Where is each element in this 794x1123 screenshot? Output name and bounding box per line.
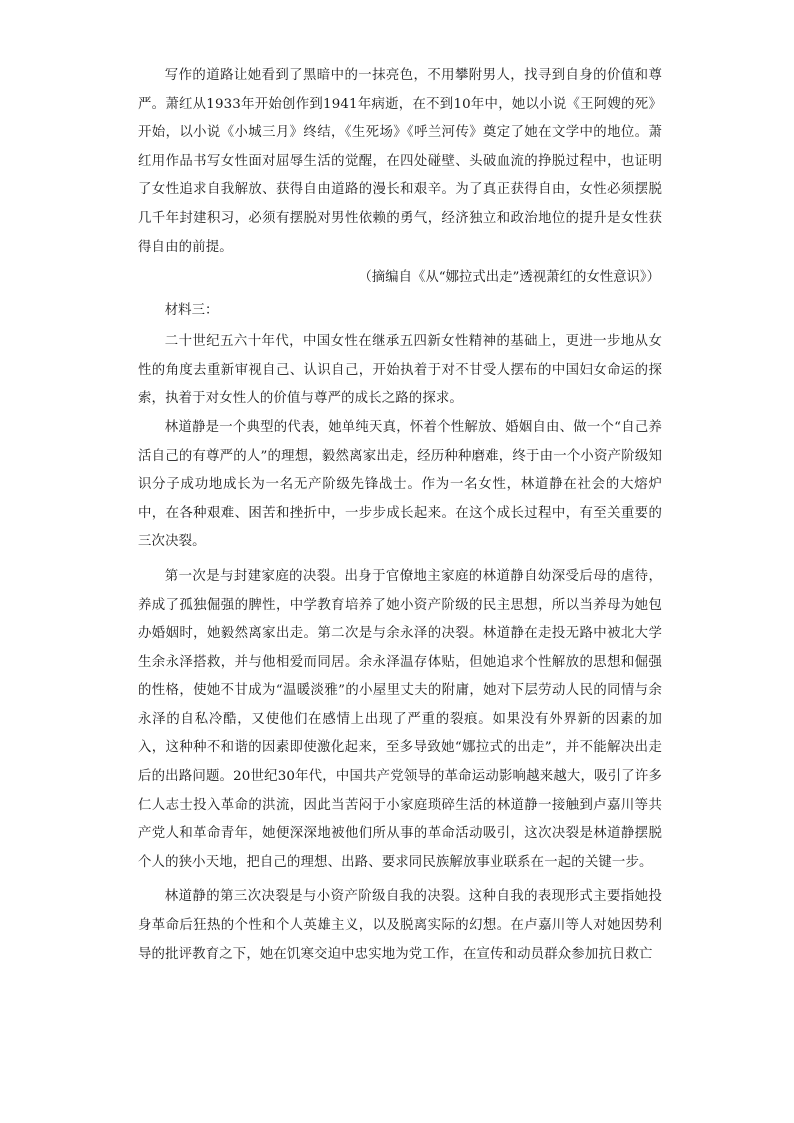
paragraph-third-break: 林道静的第三次决裂是与小资产阶级自我的决裂。这种自我的表现形式主要指她投身革命后狂热的个性和个人英雄主义，以及脱离实际的幻想。在卢嘉川等人对她因势利导的批评教育之下，她在饥寒交迫中忠实地为党工作，在宣传和动员群众参加抗日救亡 bbox=[138, 889, 662, 962]
paragraph-lin-daojing-intro: 林道静是一个典型的代表，她单纯天真，怀着个性解放、婚姻自由、做一个“自己养活自己的有尊严的人”的理想，毅然离家出走，经历种种磨难，终于由一个小资产阶级知识分子成功地成长为一名无产阶级先锋战士。作为一名女性，林道静在社会的大熔炉中，在各种艰难、困苦和挫折中，一步步成长起来。在这个成长过程中，有至关重要的三次决裂。 bbox=[138, 419, 662, 550]
paragraph-xiao-hong-writing: 写作的道路让她看到了黑暗中的一抹亮色，不用攀附男人，找寻到自身的价值和尊严。萧红从1933年开始创作到1941年病逝，在不到10年中，她以小说《王阿嫂的死》开始，以小说《小城三月》终结，《生死场》《呼兰河传》奠定了她在文学中的地位。萧红用作品书写女性面对屈辱生活的觉醒，在四处碰壁、头破血流的挣脱过程中，也证明了女性追求自我解放、获得自由道路的漫长和艰辛。为了真正获得自由，女性必须摆脱几千年封建积习，必须有摆脱对男性依赖的勇气，经济独立和政治地位的提升是女性获得自由的前提。 bbox=[138, 68, 662, 255]
paragraph-first-second-break: 第一次是与封建家庭的决裂。出身于官僚地主家庭的林道静自幼深受后母的虐待，养成了孤独倔强的脾性，中学教育培养了她小资产阶级的民主思想，所以当养母为她包办婚姻时，她毅然离家出走。第二次是与余永泽的决裂。林道静在走投无路中被北大学生余永泽搭救，并与他相爱而同居。余永泽温存体贴，但她追求个性解放的思想和倔强的性格，使她不甘成为“温暖淡雅”的小屋里丈夫的附庸，她对下层劳动人民的同情与余永泽的自私冷酷，又使他们在感情上出现了严重的裂痕。如果没有外界新的因素的加入，这种种不和谐的因素即使激化起来，至多导致她“娜拉式的出走”，并不能解决出走后的出路问题。20世纪30年代，中国共产党领导的革命运动影响越来越大，吸引了许多仁人志士投入革命的洪流，因此当苦闷于小家庭琐碎生活的林道静一接触到卢嘉川等共产党人和革命青年，她便深深地被他们所从事的革命活动吸引，这次决裂是林道静摆脱个人的狭小天地，把自己的理想、出路、要求同民族解放事业联系在一起的关键一步。 bbox=[138, 568, 662, 870]
material-3-heading: 材料三： bbox=[164, 303, 219, 319]
paragraph-1950s-women: 二十世纪五六十年代，中国女性在继承五四新女性精神的基础上，更进一步地从女性的角度去重新审视自己、认识自己，开始执着于对不甘受人摆布的中国妇女命运的探索，执着于对女性人的价值与尊严的成长之路的探求。 bbox=[138, 334, 662, 407]
source-citation: （摘编自《从“娜拉式出走”透视萧红的女性意识》） bbox=[358, 270, 660, 286]
document-page bbox=[138, 62, 662, 969]
